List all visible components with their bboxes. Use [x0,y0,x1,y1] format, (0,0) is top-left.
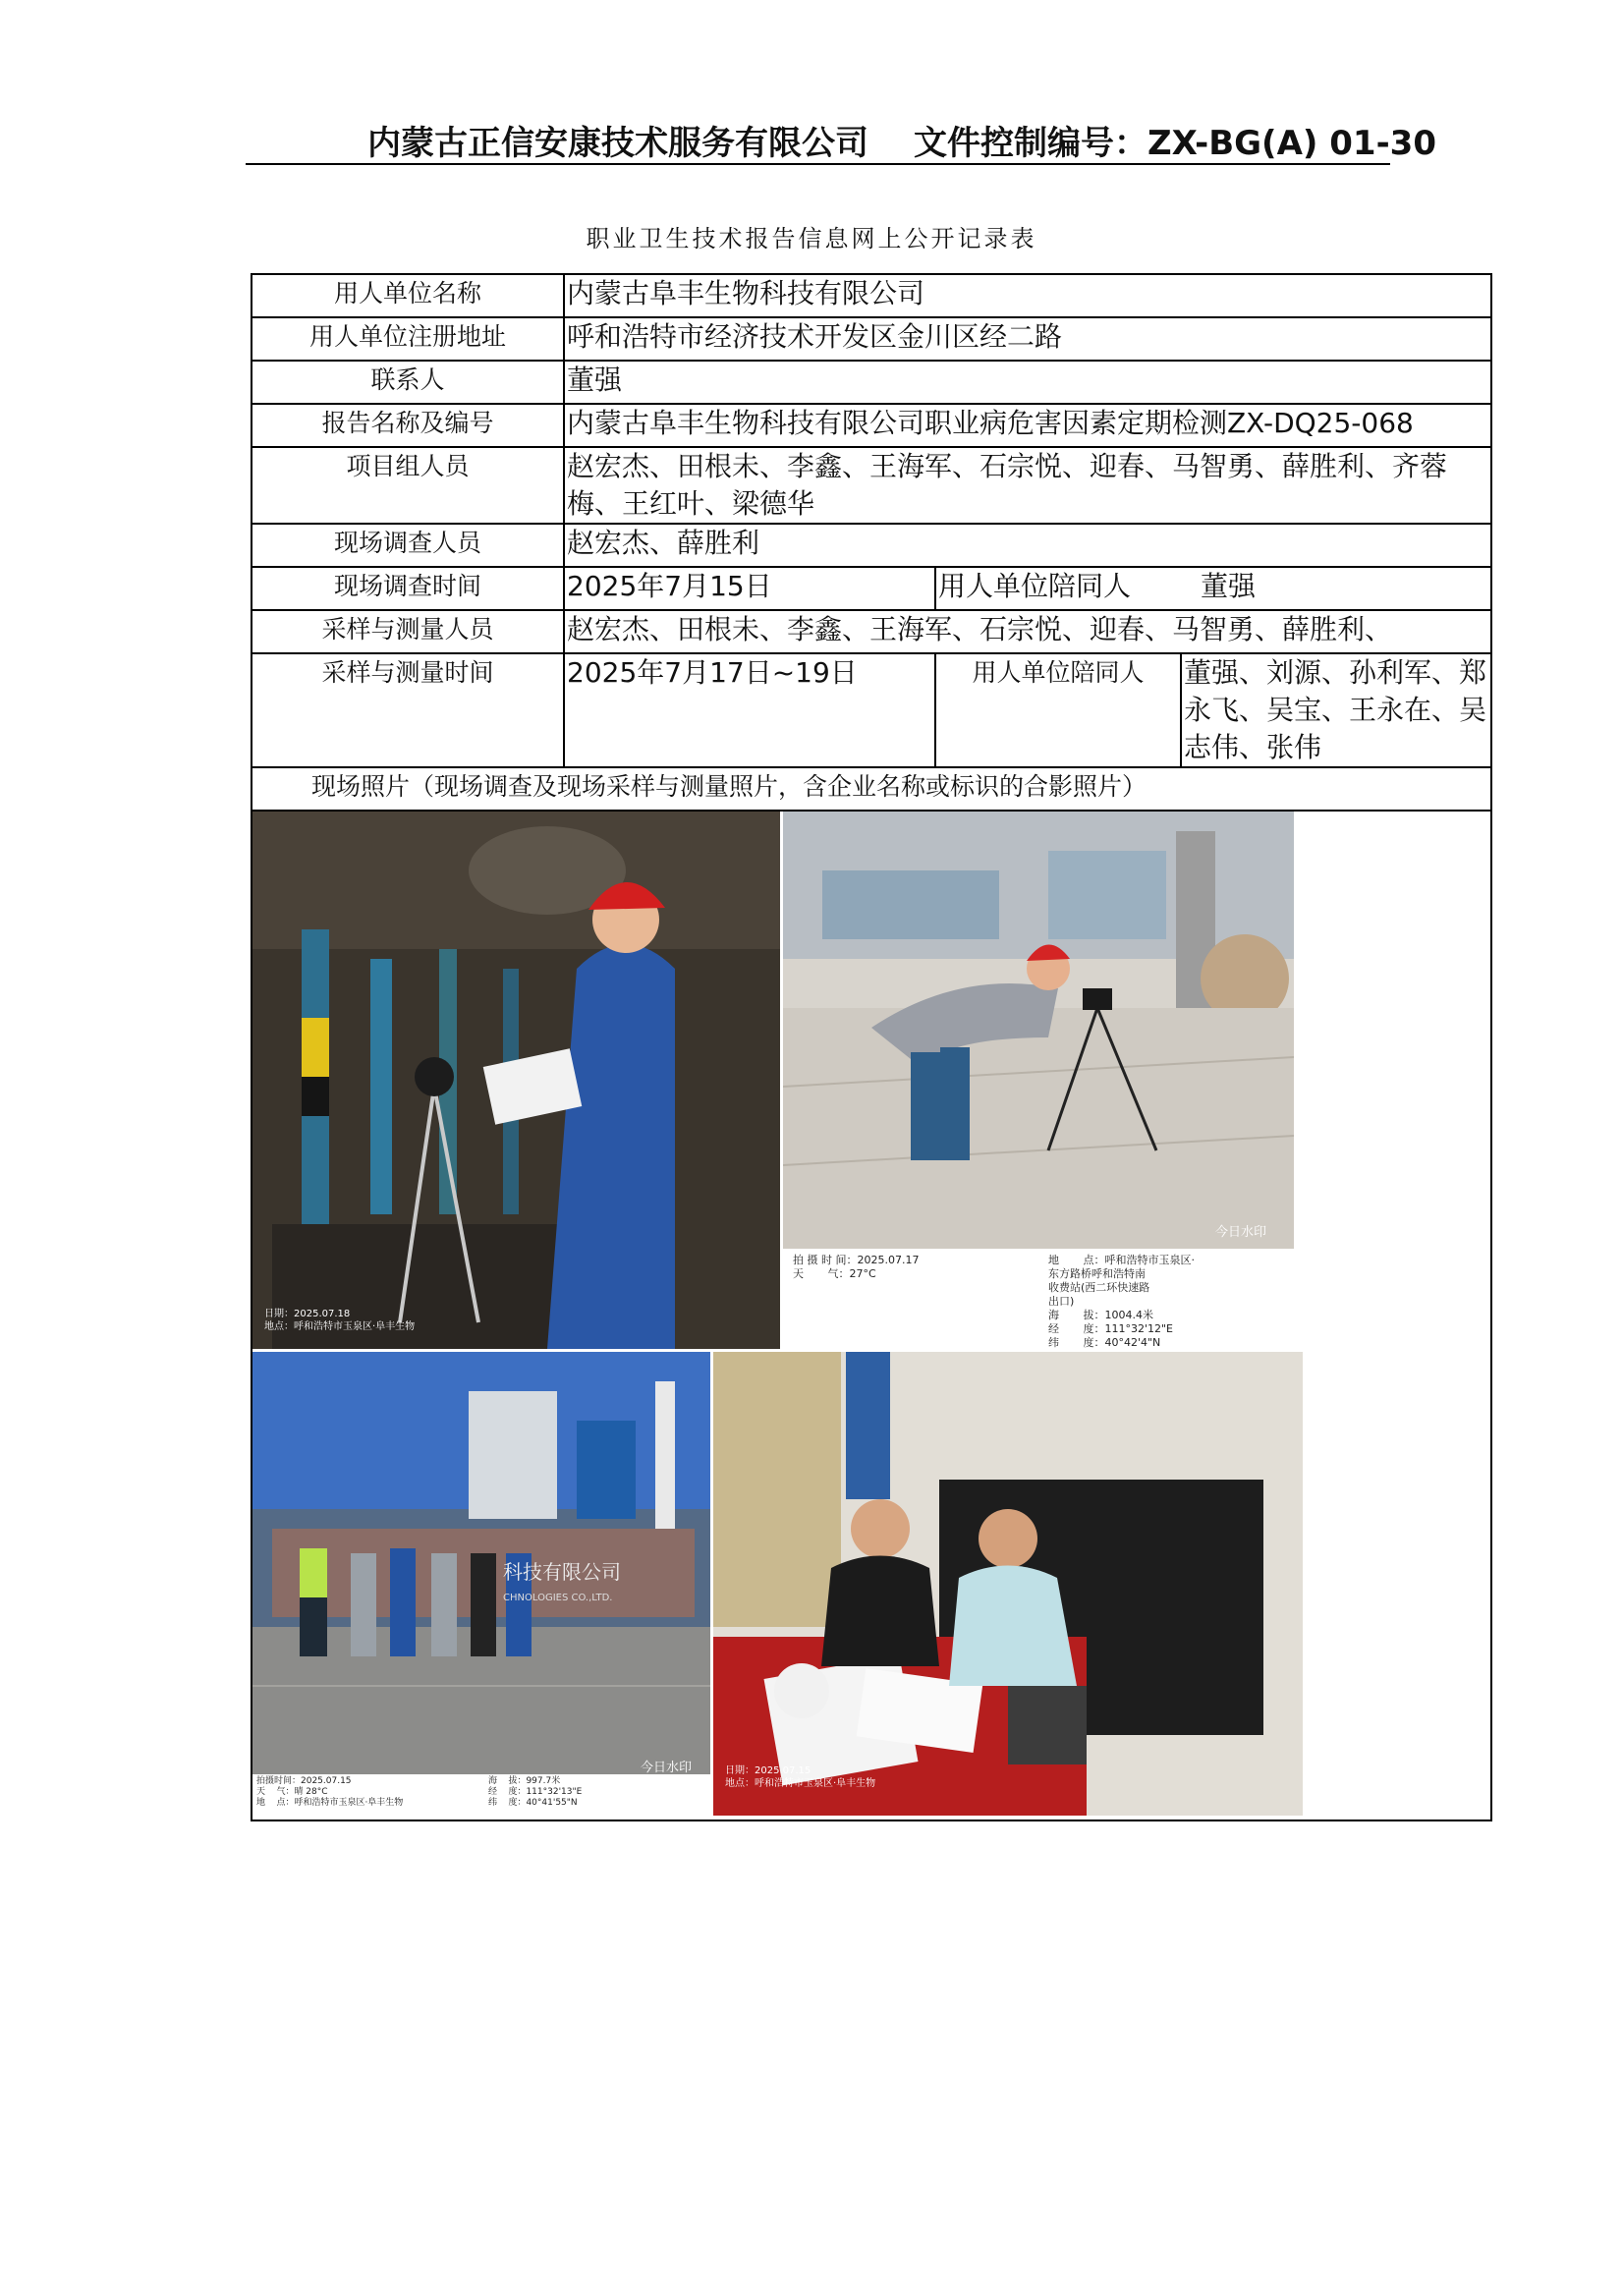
table-row [252,767,1491,811]
table-row [252,610,1491,653]
employer-name-label: 用人单位名称 [252,274,564,317]
contact-value: 董强 [564,361,1491,404]
header-file-code: 文件控制编号：ZX-BG(A) 01-30 [914,124,1436,163]
photo-worker-reading-meter [252,812,780,1349]
survey-staff-label: 现场调查人员 [252,524,564,567]
company-sign-text: 科技有限公司 [503,1560,621,1584]
photo-watermark: 日期：2025.07.15 地点：呼和浩特市玉泉区·阜丰生物 [725,1765,876,1789]
survey-companion-value: 董强 [1181,567,1491,610]
table-row [252,567,1491,610]
photos-row [252,811,1491,1820]
photos-title: 现场照片（现场调查及现场采样与测量照片，含企业名称或标识的合影照片） [252,767,1491,811]
photo-watermark: 今日水印 [1215,1225,1267,1240]
company-sign-text-en: CHNOLOGIES CO.,LTD. [503,1593,613,1603]
photo-caption-location: 地 点：呼和浩特市玉泉区· 东方路桥呼和浩特南 收费站(西二环快速路 出口) 海 拔：1004.4米 经 度：111°32'12"E 纬 度：40°42'4"N [1048,1254,1195,1349]
sampling-time-label: 采样与测量时间 [252,653,564,767]
survey-companion-label: 用人单位陪同人 [935,567,1181,610]
photo-caption-location: 海 拔：997.7米 经 度：111°32'13"E 纬 度：40°41'55"N [488,1776,583,1808]
table-row [252,524,1491,567]
photo-worker-with-tripod [783,812,1294,1349]
document-title: 职业卫生技术报告信息网上公开记录表 [586,225,1037,252]
table-row [252,447,1491,524]
table-row [252,404,1491,447]
contact-label: 联系人 [252,361,564,404]
report-value: 内蒙古阜丰生物科技有限公司职业病危害因素定期检测ZX-DQ25-068 [564,404,1491,447]
team-value: 赵宏杰、田根未、李鑫、王海军、石宗悦、迎春、马智勇、薛胜利、齐蓉梅、王红叶、梁德华 [564,447,1491,524]
sampling-companion-value: 董强、刘源、孙利军、郑永飞、吴宝、王永在、吴志伟、张伟 [1181,653,1491,767]
address-value: 呼和浩特市经济技术开发区金川区经二路 [564,317,1491,361]
survey-staff-value: 赵宏杰、薛胜利 [564,524,1491,567]
report-label: 报告名称及编号 [252,404,564,447]
photo-office-meeting [713,1352,1303,1816]
sampling-staff-label: 采样与测量人员 [252,610,564,653]
team-label: 项目组人员 [252,447,564,524]
photo-group-at-company-gate [252,1352,710,1820]
table-row [252,317,1491,361]
table-row [252,274,1491,317]
document-header [246,116,1436,165]
address-label: 用人单位注册地址 [252,317,564,361]
sampling-staff-value: 赵宏杰、田根未、李鑫、王海军、石宗悦、迎春、马智勇、薛胜利、 [564,610,1491,653]
sampling-time-value: 2025年7月17日~19日 [564,653,935,767]
photo-caption-time: 拍摄时间：2025.07.15 天 气：晴 28°C 地 点：呼和浩特市玉泉区·阜丰生物 [256,1776,404,1808]
survey-time-label: 现场调查时间 [252,567,564,610]
employer-name-value: 内蒙古阜丰生物科技有限公司 [564,274,1491,317]
survey-time-value: 2025年7月15日 [564,567,935,610]
sampling-companion-label: 用人单位陪同人 [935,653,1181,767]
header-company: 内蒙古正信安康技术服务有限公司 [367,124,868,163]
photos-cell [252,811,1491,1820]
table-row [252,361,1491,404]
photo-caption-time: 拍 摄 时 间：2025.07.17 天 气：27°C [793,1254,920,1280]
record-table [251,273,1492,1821]
photo-watermark: 日期：2025.07.18 地点：呼和浩特市玉泉区·阜丰生物 [264,1309,416,1332]
table-row [252,653,1491,767]
photo-watermark: 今日水印 [641,1761,693,1775]
